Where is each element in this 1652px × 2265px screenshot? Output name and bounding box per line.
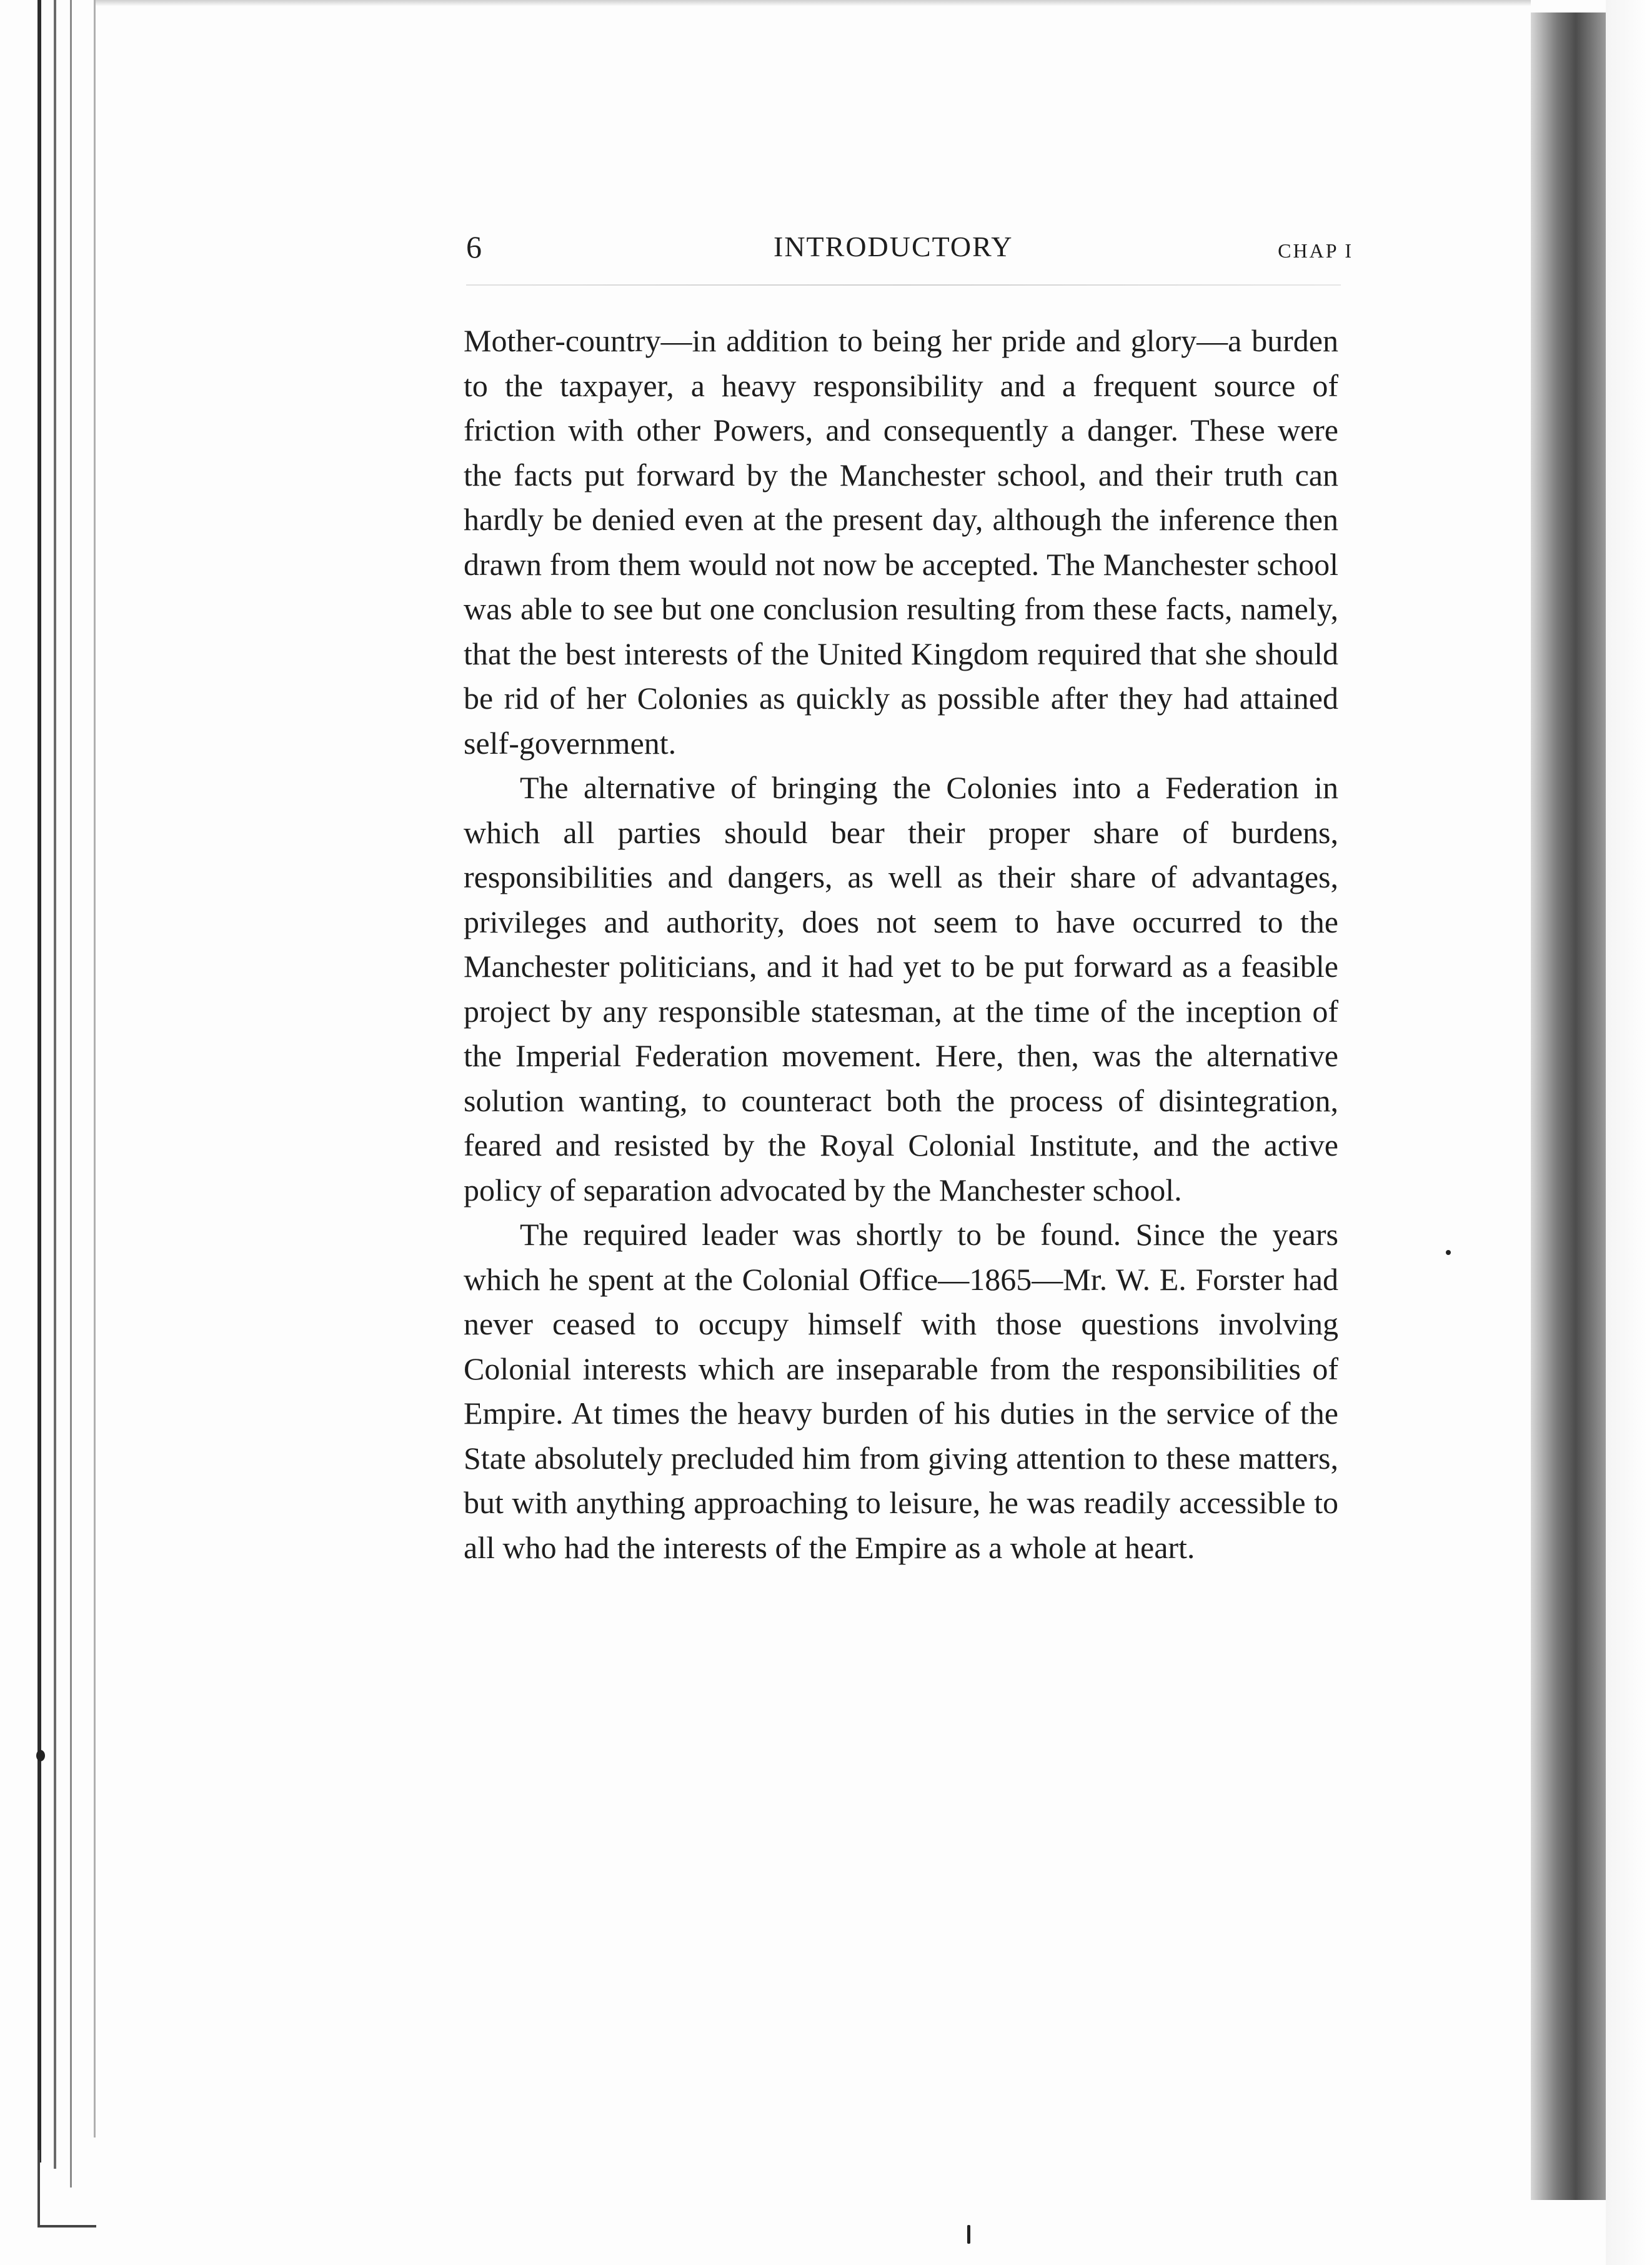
binding-gutter-shadow [1531, 12, 1606, 2200]
page-edge-line [70, 0, 72, 2188]
scan-top-edge [94, 0, 1531, 6]
paragraph-3: The required leader was shortly to be found. Since the years which he spent at the Colonial Office—1865—Mr. W. E. Forster had never ceased to occupy himself with those questions involving Colonial interests which are inseparable from the responsibilities of Empire. At times the heavy burden of his duties in the service of the State absolutely precluded him from giving attention to these matters, but with anything approaching to leisure, he was readily accessible to all who had the interests of the Empire as a whole at heart. [464, 1217, 1338, 1565]
running-title: INTRODUCTORY [774, 231, 1013, 262]
page-edge-line [37, 0, 41, 2162]
paragraph-1: Mother-country—in addition to being her pride and glory—a burden to the taxpayer, a heavy responsibility and a frequent source of friction with other Powers, and consequently a danger. These were the facts put forward by the Manchester school, and their truth can hardly be denied even at the present day, although the inference then drawn from them would not now be accepted. The Manchester school was able to see but one conclusion resulting from these facts, namely, that the best interests of the United Kingdom required that she should be rid of her Colonies as quickly as possible after they had attained self-government. [464, 323, 1338, 761]
running-head [466, 225, 1353, 269]
scan-speck [967, 2225, 970, 2244]
header-rule [466, 284, 1341, 286]
chapter-label: CHAP I [1278, 239, 1353, 262]
paragraph-2: The alternative of bringing the Colonies into a Federation in which all parties should bear their proper share of burdens, responsibilities and dangers, as well as their share of advantages, privileges and authority, does not seem to have occurred to the Manchester politicians, and it had yet to be put forward as a feasible project by any responsible statesman, at the time of the inception of the Imperial Federation movement. Here, then, was the alternative solution wanting, to counteract both the process of disintegration, feared and resisted by the Royal Colonial Institute, and the active policy of separation advocated by the Manchester school. [464, 770, 1338, 1208]
body-text [464, 319, 1338, 1570]
scan-speck [36, 1750, 45, 1761]
page-edge-corner [37, 2150, 96, 2228]
page-edge-line [94, 0, 96, 2138]
scan-speck [1446, 1250, 1451, 1255]
page-edge-line [54, 0, 56, 2169]
page-number: 6 [466, 229, 482, 264]
facing-page-edge [1606, 0, 1652, 2265]
